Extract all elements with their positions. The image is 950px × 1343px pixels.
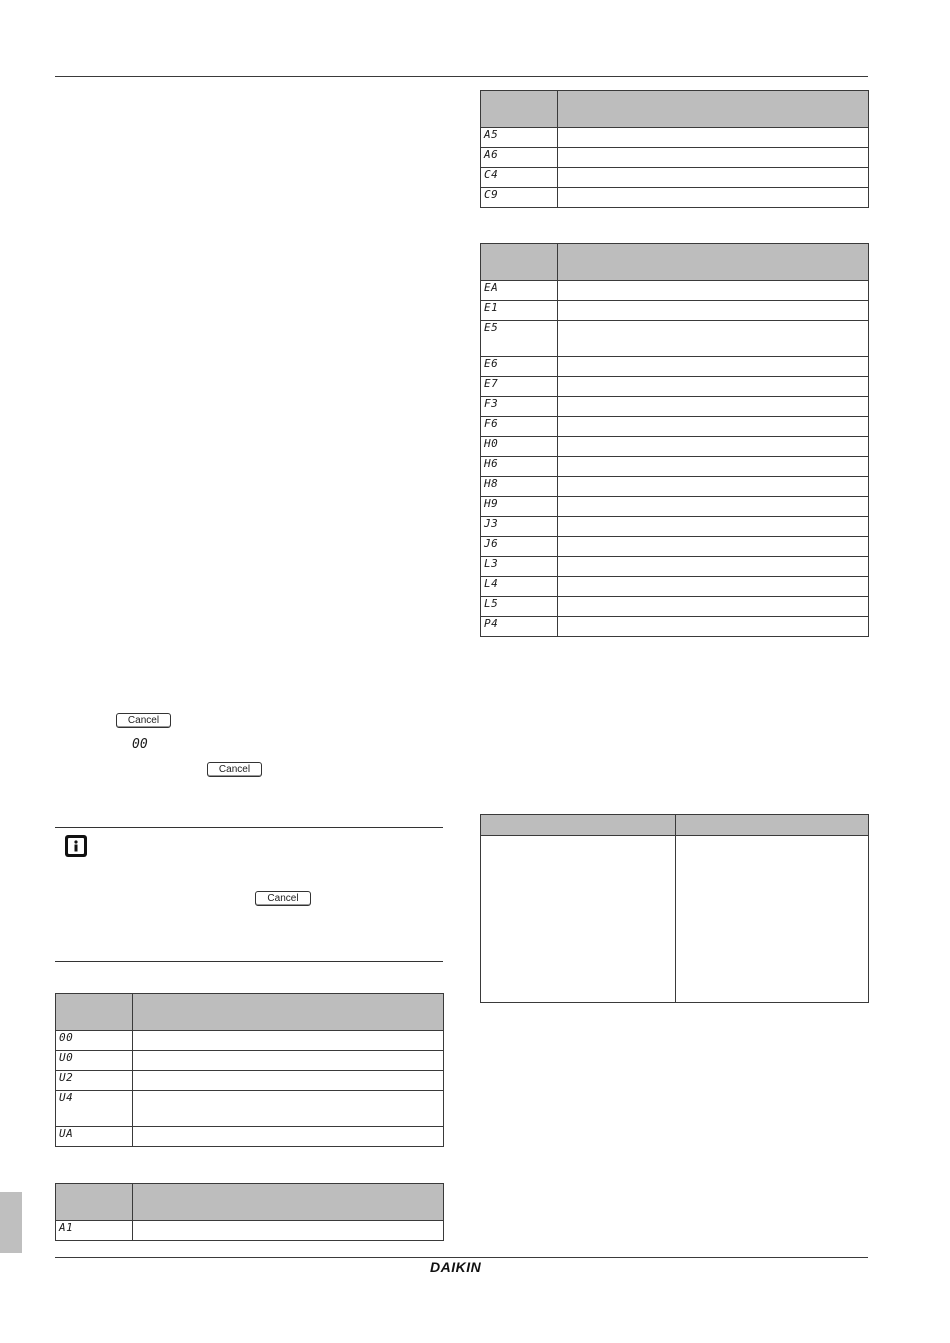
error-code: H0: [481, 437, 558, 457]
table-header-row: [56, 1184, 444, 1221]
brand-logo: DAIKIN: [430, 1259, 482, 1275]
table-row: [481, 188, 869, 208]
error-code: 00: [56, 1031, 133, 1051]
table-header-row: [481, 244, 869, 281]
table-row: [481, 281, 869, 301]
section-tab-marker: [0, 1192, 22, 1253]
error-code: L4: [481, 577, 558, 597]
table-row: [481, 397, 869, 417]
table-row: [481, 128, 869, 148]
error-code: F3: [481, 397, 558, 417]
table-row: [481, 517, 869, 537]
error-code: A5: [481, 128, 558, 148]
bottom-rule: [55, 1257, 868, 1258]
error-code-table: [480, 90, 869, 208]
table-header-row: [481, 91, 869, 128]
table-row: [481, 357, 869, 377]
display-code: 00: [132, 737, 148, 752]
cancel-button[interactable]: Cancel: [116, 713, 171, 728]
table-row: [481, 457, 869, 477]
error-code: L5: [481, 597, 558, 617]
table-row: [56, 1127, 444, 1147]
error-code: EA: [481, 281, 558, 301]
error-code: H6: [481, 457, 558, 477]
top-rule: [55, 76, 868, 77]
error-code: E6: [481, 357, 558, 377]
error-code: A6: [481, 148, 558, 168]
error-code: C4: [481, 168, 558, 188]
table-row: [481, 417, 869, 437]
table-row: [56, 1031, 444, 1051]
cancel-button[interactable]: Cancel: [255, 891, 311, 906]
error-code-table: [55, 993, 444, 1147]
error-code: H9: [481, 497, 558, 517]
table-row: [56, 1221, 444, 1241]
table-row: [481, 597, 869, 617]
table-row: [481, 617, 869, 637]
table-row: [481, 168, 869, 188]
error-code: P4: [481, 617, 558, 637]
error-code: J6: [481, 537, 558, 557]
error-code: F6: [481, 417, 558, 437]
error-code-table: [480, 243, 869, 637]
two-column-table: [480, 814, 869, 1003]
error-code: U4: [56, 1091, 133, 1127]
table-row: [481, 301, 869, 321]
error-code: J3: [481, 517, 558, 537]
error-code: E1: [481, 301, 558, 321]
table-row: [56, 1051, 444, 1071]
table-row: [481, 437, 869, 457]
table-row: [481, 321, 869, 357]
error-code: A1: [56, 1221, 133, 1241]
error-code: U2: [56, 1071, 133, 1091]
table-row: [56, 1091, 444, 1127]
table-row: [481, 148, 869, 168]
error-code: L3: [481, 557, 558, 577]
table-row: [481, 557, 869, 577]
info-icon: [64, 834, 88, 858]
table-row: [481, 836, 869, 1003]
error-code: U0: [56, 1051, 133, 1071]
error-code: E7: [481, 377, 558, 397]
info-note: [55, 827, 443, 962]
error-code: H8: [481, 477, 558, 497]
error-code: E5: [481, 321, 558, 357]
cancel-button[interactable]: Cancel: [207, 762, 262, 777]
table-row: [481, 497, 869, 517]
table-row: [56, 1071, 444, 1091]
table-header-row: [56, 994, 444, 1031]
table-row: [481, 537, 869, 557]
table-row: [481, 577, 869, 597]
table-row: [481, 377, 869, 397]
error-code: UA: [56, 1127, 133, 1147]
error-code: C9: [481, 188, 558, 208]
table-header-row: [481, 815, 869, 836]
table-row: [481, 477, 869, 497]
error-code-table: [55, 1183, 444, 1241]
